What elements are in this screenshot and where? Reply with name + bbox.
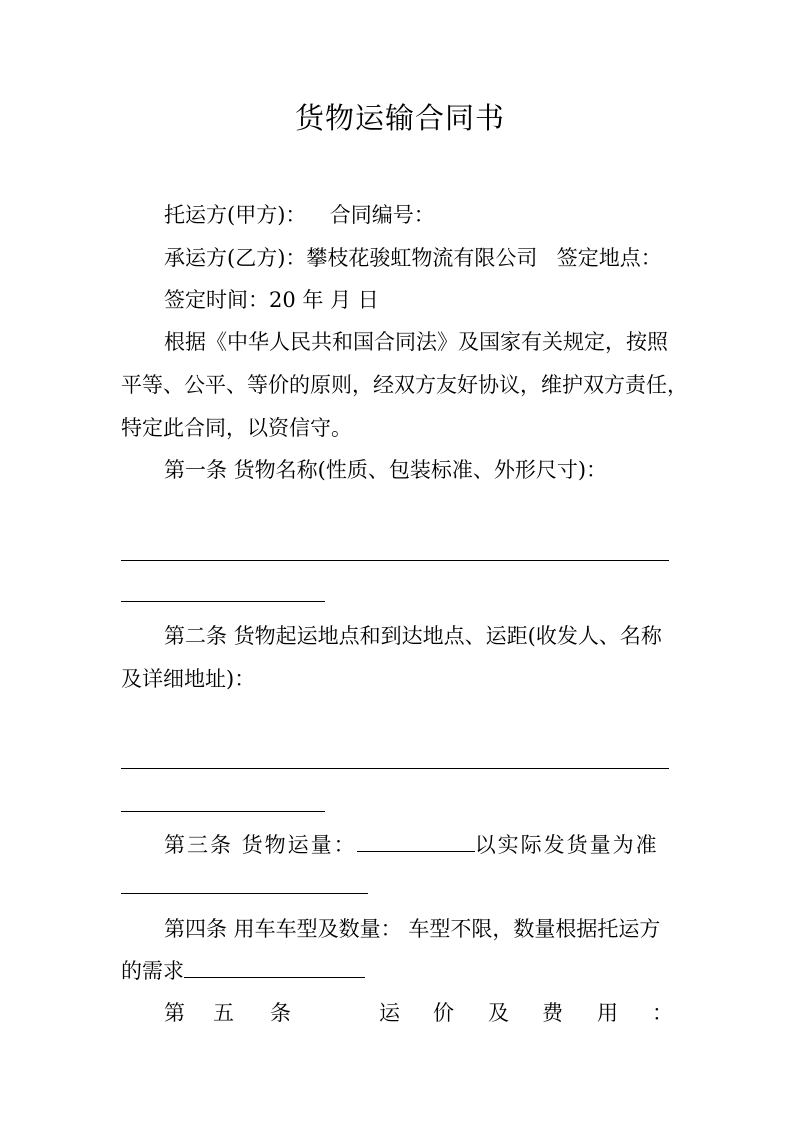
article-2-blank-line-1: [121, 768, 669, 769]
intro-line-2: 平等、公平、等价的原则，经双方友好协议，维护双方责任，: [121, 373, 688, 397]
sign-time-value: 20 年 月 日: [269, 288, 379, 312]
contract-number-label: 合同编号：: [329, 203, 435, 227]
article-2-line-1: 第二条 货物起运地点和到达地点、运距(收发人、名称: [164, 624, 662, 648]
article-5-heading: [0, 998, 800, 1028]
article-3-blank-line: [121, 893, 368, 894]
shipper-label: 托运方(甲方)：: [164, 203, 307, 227]
article-5-char: 及: [488, 1001, 509, 1025]
document-title: 货物运输合同书: [294, 101, 505, 135]
intro-line-1: 根据《中华人民共和国合同法》及国家有关规定，按照: [164, 330, 668, 354]
article-1-heading: 第一条 货物名称(性质、包装标准、外形尺寸)：: [164, 458, 608, 482]
article-4-demand-blank: [184, 957, 365, 978]
article-3-line: [164, 830, 659, 860]
article-1-blank-line-2: [121, 601, 325, 602]
article-4-line-1: 第四条 用车车型及数量： 车型不限，数量根据托运方: [164, 917, 661, 941]
article-5-char: 价: [433, 1001, 454, 1025]
article-2-line-2: 及详细地址)：: [121, 667, 256, 691]
article-4-line-2-text: 的需求: [121, 959, 184, 983]
article-5-char: 费: [542, 1001, 563, 1025]
carrier-line: [164, 243, 662, 273]
shipper-line: [164, 200, 435, 230]
article-3-suffix: 以实际发货量为准: [474, 833, 659, 857]
article-3-prefix: 第三条 货物运量：: [164, 833, 357, 857]
article-5-char: 五: [213, 1001, 234, 1025]
article-4-line-2: [121, 956, 365, 986]
article-2-blank-line-2: [121, 811, 325, 812]
article-1-blank-line-1: [121, 560, 669, 561]
article-5-char: 用: [597, 1001, 618, 1025]
intro-line-3: 特定此合同，以资信守。: [121, 416, 352, 440]
sign-time-line: [164, 285, 379, 315]
carrier-label: 承运方(乙方)：攀枝花骏虹物流有限公司: [164, 246, 538, 270]
sign-time-label: 签定时间：: [164, 288, 269, 312]
article-5-char: 条: [270, 1001, 291, 1025]
article-3-volume-blank: [357, 831, 475, 852]
article-5-char: 第: [164, 1001, 185, 1025]
sign-place-label: 签定地点：: [556, 246, 662, 270]
article-5-char: ：: [652, 1001, 673, 1025]
article-5-char: 运: [379, 1001, 400, 1025]
